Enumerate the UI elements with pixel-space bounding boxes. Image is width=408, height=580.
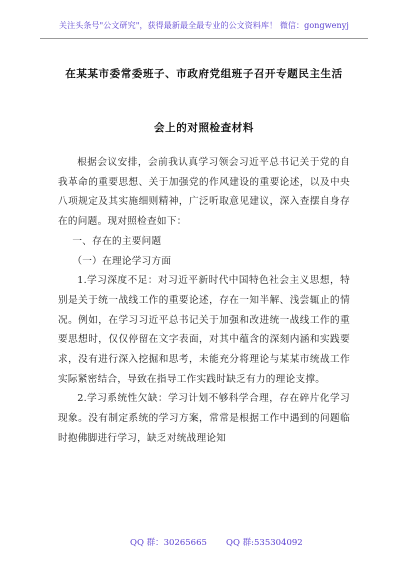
section-heading: 一、存在的主要问题 <box>72 235 162 247</box>
paragraph-item-1: 1.学习深度不足：对习近平新时代中国特色社会主义思想，特别是关于统一战线工作的重要论述，存在一知半解、浅尝辄止的情况。例如，在学习习近平总书记关于加强和改进统一战线工作的重要思想时，仅仅停留在文字表面，对其中蕴含的深刻内涵和实践要求，没有进行深入挖掘和思考，未能充分将理论与某某市统战工作实际紧密结合，导致在指导工作实践时缺乏有力的理论支撑。 <box>58 275 350 385</box>
footer-qq-group-1: QQ 群：30265665 <box>130 538 207 548</box>
footer-qq-group-2: QQ 群:535304092 <box>226 538 303 548</box>
paragraph-item-2: 2.学习系统性欠缺：学习计划不够科学合理，存在碎片化学习现象。没有制定系统的学习方案，常常是根据工作中遇到的问题临时抱佛脚进行学习，缺乏对统战理论知 <box>58 393 350 444</box>
promo-header: 关注头条号"公文研究"，获得最新最全最专业的公文资料库！ 微信：gongwenyj <box>59 21 349 30</box>
document-title-line-1: 在某某市委常委班子、市政府党组班子召开专题民主生活 <box>65 68 343 80</box>
subsection-heading: （一）在理论学习方面 <box>72 255 172 267</box>
intro-paragraph: 根据会议安排，会前我认真学习领会习近平总书记关于党的自我革命的重要思想、关于加强党的作风建设的重要论述，以及中央八项规定及其实施细则精神，广泛听取意见建议，深入查摆自身存在的问题。现对照检查如下： <box>58 157 350 228</box>
document-body <box>58 153 350 449</box>
header-divider <box>40 38 368 39</box>
document-title-line-2: 会上的对照检查材料 <box>154 122 254 134</box>
